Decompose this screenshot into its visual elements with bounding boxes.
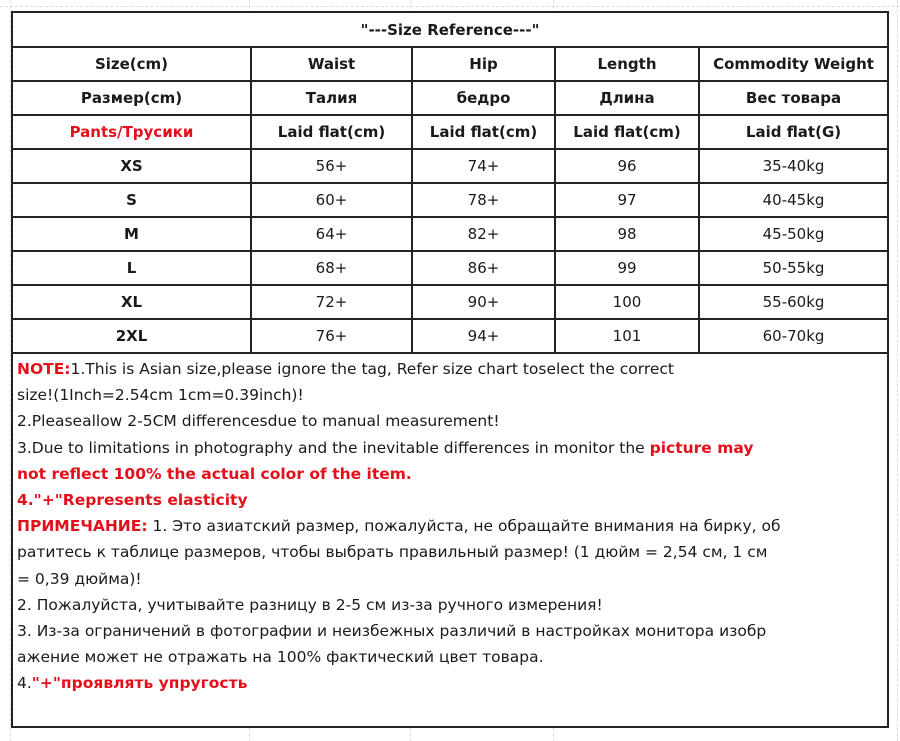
weight-value: 60-70kg — [699, 319, 887, 353]
unit-waist: Laid flat(cm) — [251, 115, 412, 149]
header-row-unit — [13, 115, 887, 149]
header-hip-ru: бедро — [412, 81, 555, 115]
weight-value: 50-55kg — [699, 251, 887, 285]
ru-note-line-6: ажение может не отражать на 100% фактический цвет товара. — [17, 648, 544, 667]
weight-value: 35-40kg — [699, 149, 887, 183]
waist-value: 72+ — [251, 285, 412, 319]
ru-note-text: 1. Это азиатский размер, пожалуйста, не обращайте внимания на бирку, об — [147, 517, 781, 536]
category-label: Pants/Трусики — [13, 115, 251, 149]
size-label: M — [13, 217, 251, 251]
unit-length: Laid flat(cm) — [555, 115, 699, 149]
note-line-6: 4."+"Represents elasticity — [17, 491, 248, 510]
header-waist-ru: Талия — [251, 81, 412, 115]
table-row — [13, 217, 887, 251]
waist-value: 64+ — [251, 217, 412, 251]
table-row — [13, 251, 887, 285]
length-value: 100 — [555, 285, 699, 319]
ru-note-prefix: 4. — [17, 674, 32, 693]
sheet-gridline — [897, 0, 898, 741]
header-waist: Waist — [251, 47, 412, 81]
note-text: 1.This is Asian size,please ignore the tag, Refer size chart toselect the correct — [70, 360, 675, 378]
table-row — [13, 285, 887, 319]
length-value: 101 — [555, 319, 699, 353]
header-hip: Hip — [412, 47, 555, 81]
waist-value: 60+ — [251, 183, 412, 217]
length-value: 99 — [555, 251, 699, 285]
weight-value: 45-50kg — [699, 217, 887, 251]
note-highlight: picture may — [649, 438, 754, 457]
size-label: 2XL — [13, 319, 251, 353]
unit-hip: Laid flat(cm) — [412, 115, 555, 149]
header-size: Size(cm) — [13, 47, 251, 81]
hip-value: 74+ — [412, 149, 555, 183]
ru-note-line-7 — [17, 670, 883, 696]
weight-value: 40-45kg — [699, 183, 887, 217]
waist-value: 76+ — [251, 319, 412, 353]
title-row — [13, 13, 887, 47]
table-row — [13, 149, 887, 183]
header-row-ru — [13, 81, 887, 115]
header-length-ru: Длина — [555, 81, 699, 115]
size-label: S — [13, 183, 251, 217]
header-row-en — [13, 47, 887, 81]
ru-note-line-4: 2. Пожалуйста, учитывайте разницу в 2-5 см из-за ручного измерения! — [17, 595, 603, 614]
table-row — [13, 319, 887, 353]
table-title: "---Size Reference---" — [13, 13, 887, 47]
table-row — [13, 183, 887, 217]
note-line-5: not reflect 100% the actual color of the item. — [17, 464, 412, 483]
size-chart — [11, 11, 889, 728]
size-label: L — [13, 251, 251, 285]
size-table — [13, 13, 887, 354]
note-text: 3.Due to limitations in photography and the inevitable differences in monitor the — [17, 438, 650, 457]
waist-value: 56+ — [251, 149, 412, 183]
ru-note-line-2: ратитесь к таблице размеров, чтобы выбрать правильный размер! (1 дюйм = 2,54 см, 1 см — [17, 543, 768, 562]
ru-note-highlight: "+"проявлять упругость — [31, 674, 248, 693]
unit-weight: Laid flat(G) — [699, 115, 887, 149]
note-line-2: size!(1Inch=2.54cm 1cm=0.39inch)! — [17, 386, 304, 405]
header-weight-ru: Вес товара — [699, 81, 887, 115]
hip-value: 86+ — [412, 251, 555, 285]
ru-note-label: ПРИМЕЧАНИЕ: — [17, 517, 148, 536]
waist-value: 68+ — [251, 251, 412, 285]
sheet-gridline — [0, 6, 900, 7]
note-line-1 — [17, 356, 883, 382]
header-size-ru: Размер(cm) — [13, 81, 251, 115]
hip-value: 90+ — [412, 285, 555, 319]
weight-value: 55-60kg — [699, 285, 887, 319]
header-weight: Commodity Weight — [699, 47, 887, 81]
notes-section — [13, 354, 887, 697]
note-line-3: 2.Pleaseallow 2-5CM differencesdue to manual measurement! — [17, 412, 500, 431]
size-label: XS — [13, 149, 251, 183]
length-value: 97 — [555, 183, 699, 217]
ru-note-line-3: = 0,39 дюйма)! — [17, 569, 142, 588]
note-label: NOTE: — [17, 360, 71, 378]
ru-note-line-5: 3. Из-за ограничений в фотографии и неизбежных различий в настройках монитора изобр — [17, 622, 767, 641]
length-value: 98 — [555, 217, 699, 251]
note-line-4 — [17, 435, 883, 461]
hip-value: 94+ — [412, 319, 555, 353]
hip-value: 82+ — [412, 217, 555, 251]
length-value: 96 — [555, 149, 699, 183]
hip-value: 78+ — [412, 183, 555, 217]
header-length: Length — [555, 47, 699, 81]
ru-note-line-1 — [17, 513, 883, 539]
size-label: XL — [13, 285, 251, 319]
